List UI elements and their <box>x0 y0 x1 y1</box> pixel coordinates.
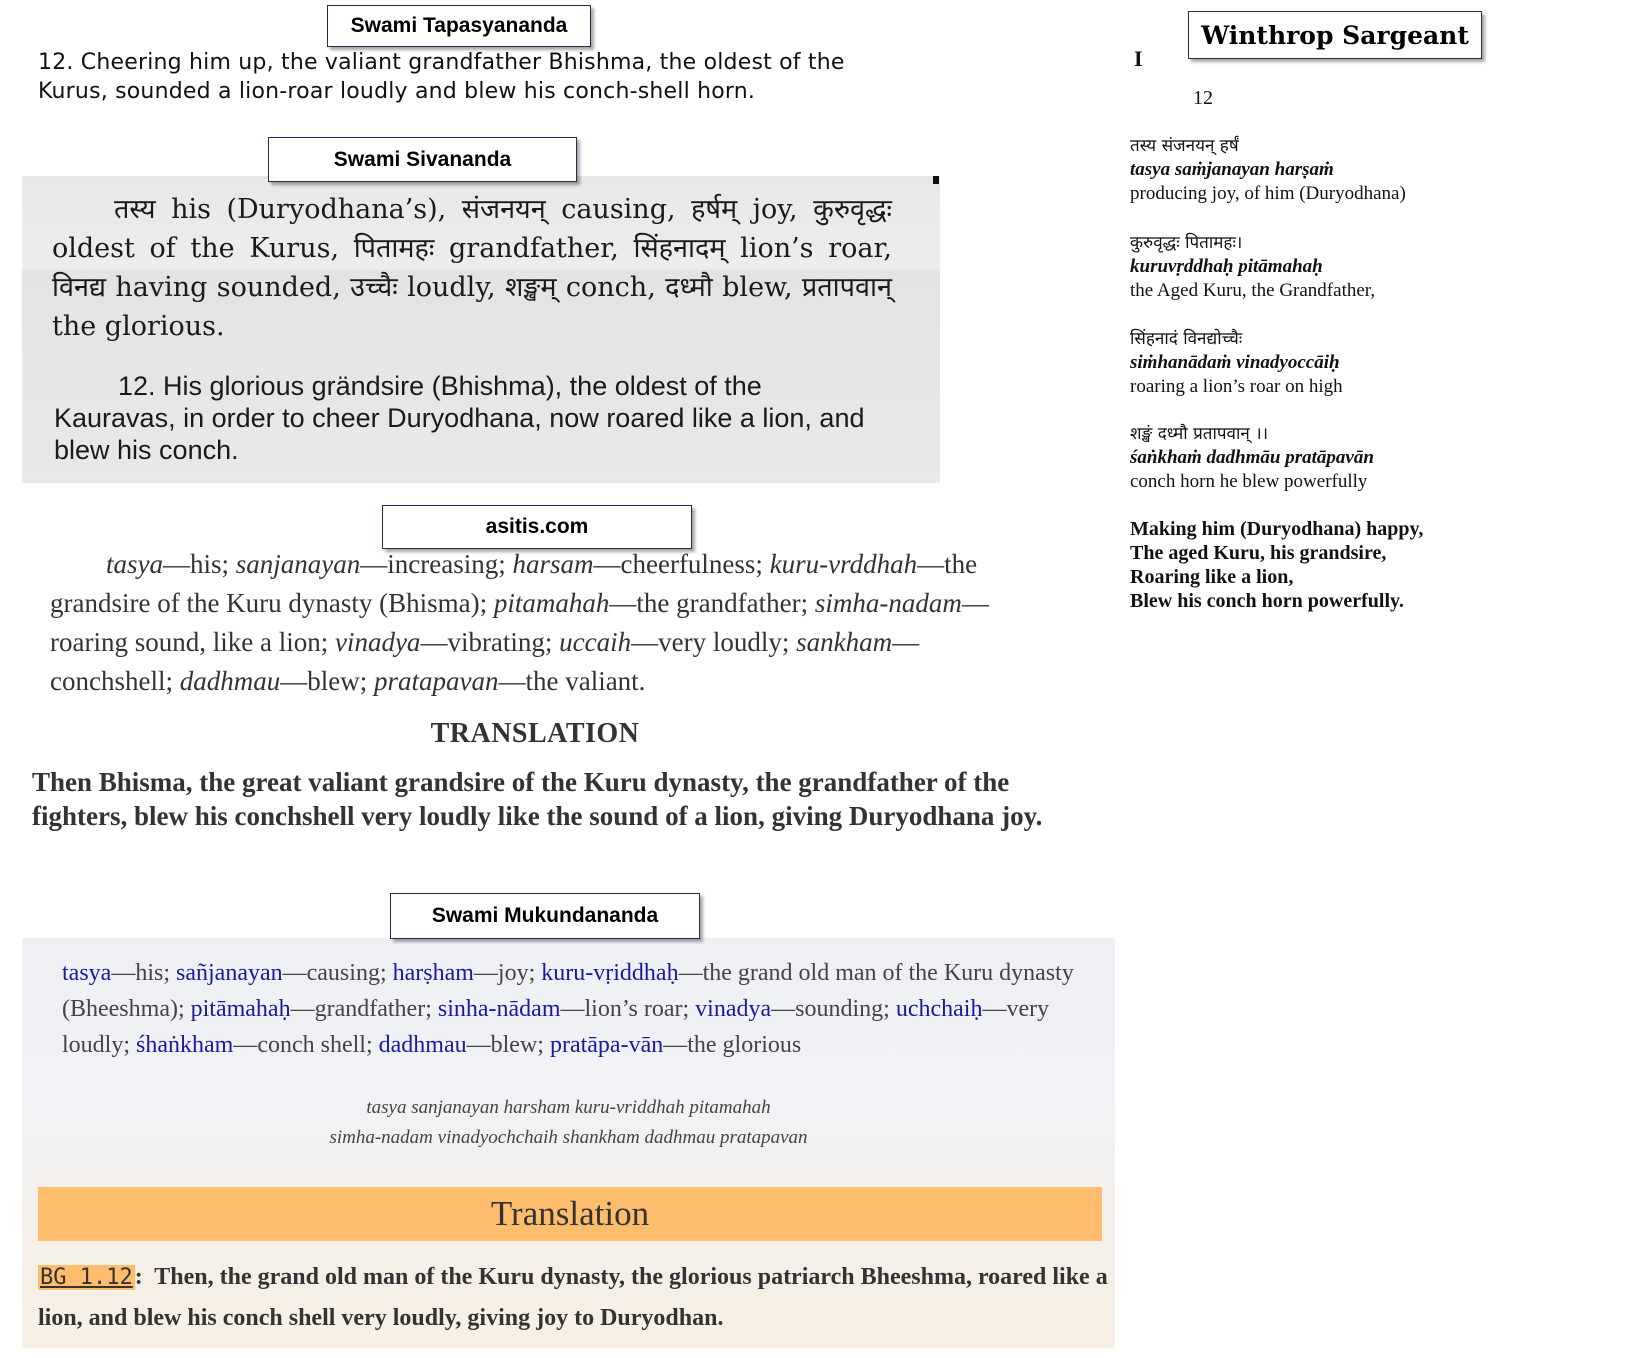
sivananda-word-term: हर्षम् <box>691 194 738 225</box>
mukundananda-word-gloss: —causing; <box>282 960 393 986</box>
asitis-word-term: simha-nadam <box>814 588 962 618</box>
sargeant-transliteration: śaṅkhaṁ dadhmāu pratāpavān <box>1130 447 1374 468</box>
asitis-word-gloss: —conchshell; <box>50 627 920 696</box>
mukundananda-verse <box>22 1093 1115 1153</box>
sivananda-word-term: विनद्य <box>52 272 106 303</box>
mukundananda-word-term[interactable]: pratāpa-vān <box>549 1032 664 1058</box>
sargeant-transliteration: kuruvṛddhaḥ pitāmahaḥ <box>1130 256 1323 277</box>
asitis-word-term: sankham <box>796 627 893 657</box>
sargeant-devanagari: सिंहनादं विनद्योच्चैः <box>1130 329 1243 349</box>
mukundananda-word-meanings <box>62 955 1082 1063</box>
sivananda-word-term: शङ्खम् <box>504 272 557 303</box>
sivananda-word-term: संजनयन् <box>461 194 546 225</box>
mukundananda-word-term[interactable]: tasya <box>62 960 112 986</box>
mukundananda-label: Swami Mukundananda <box>390 893 700 939</box>
mukundananda-translation-text: Then, the grand old man of the Kuru dynasty, the glorious patriarch Bheeshma, roared like a lion, and blew his conch shell very loudly, giving joy to Duryodhan. <box>38 1264 1108 1331</box>
sivananda-word-term: सिंहनादम् <box>633 233 726 264</box>
sivananda-translation: 12. His glorious grändsire (Bhishma), the oldest of the Kauravas, in order to cheer Duryodhana, now roared like a lion, and blew his conch. <box>54 371 865 465</box>
asitis-word-gloss: —his; <box>163 549 236 579</box>
tapasyananda-text: 12. Cheering him up, the valiant grandfather Bhishma, the oldest of the Kurus, sounded a lion-roar loudly and blew his conch-shell horn. <box>38 50 845 104</box>
mukundananda-translation-heading: Translation <box>38 1187 1102 1241</box>
sargeant-gloss: conch horn he blew powerfully <box>1130 471 1368 492</box>
mukundananda-word-term[interactable]: sinha-nādam <box>437 996 561 1022</box>
sargeant-verse-number: 12 <box>1193 87 1213 109</box>
sargeant-gloss: roaring a lion’s roar on high <box>1130 376 1343 397</box>
sargeant-translation-line: Making him (Duryodhana) happy, <box>1130 518 1424 540</box>
sargeant-devanagari: शङ्खं दध्मौ प्रतापवान् ।। <box>1130 424 1269 444</box>
sivananda-word-meanings <box>52 190 892 346</box>
sivananda-word-gloss: loudly, <box>397 272 505 303</box>
asitis-word-term: pratapavan <box>373 666 499 696</box>
sargeant-chapter: I <box>1134 46 1143 71</box>
asitis-label: asitis.com <box>382 505 692 549</box>
sivananda-word-gloss: lion’s roar, <box>725 233 892 264</box>
sivananda-word-term: प्रतापवान् <box>801 272 892 303</box>
sivananda-word-gloss: grandfather, <box>434 233 634 264</box>
asitis-word-gloss: —the grandfather; <box>609 588 815 618</box>
sivananda-word-term: दध्मौ <box>665 272 713 303</box>
mukundananda-word-gloss: —the grand old man of the Kuru dynasty (Bheeshma); <box>62 960 1074 1022</box>
sivananda-word-gloss: joy, <box>737 194 814 225</box>
asitis-word-term: vinadya <box>334 627 421 657</box>
sargeant-transliteration: tasya saṁjanayan harṣaṁ <box>1130 159 1334 180</box>
mukundananda-word-gloss: —lion’s roar; <box>560 996 696 1022</box>
tapasyananda-label: Swami Tapasyananda <box>327 5 591 47</box>
mukundananda-word-gloss: —conch shell; <box>233 1032 379 1058</box>
asitis-word-gloss: —increasing; <box>360 549 513 579</box>
sargeant-translation-line: The aged Kuru, his grandsire, <box>1130 542 1387 564</box>
sivananda-label: Swami Sivananda <box>268 137 577 182</box>
sargeant-gloss: the Aged Kuru, the Grandfather, <box>1130 280 1376 301</box>
sargeant-translation-line: Blew his conch horn powerfully. <box>1130 590 1404 612</box>
asitis-heading: TRANSLATION <box>430 718 640 749</box>
asitis-word-term: pitamahah <box>493 588 610 618</box>
sivananda-word-term: उच्चैः <box>350 272 398 303</box>
mukundananda-word-gloss: —his; <box>111 960 176 986</box>
verse-ref-link[interactable]: BG 1.12 <box>40 1265 133 1290</box>
mukundananda-word-gloss: —blew; <box>466 1032 550 1058</box>
sivananda-word-gloss: the glorious. <box>52 311 225 342</box>
mukundananda-word-term[interactable]: kuru-vṛiddhaḥ <box>541 960 679 986</box>
sargeant-devanagari: तस्य संजनयन् हर्षं <box>1130 136 1239 156</box>
verse-ref-sep: : <box>134 1264 143 1290</box>
asitis-word-gloss: —blew; <box>280 666 374 696</box>
asitis-word-term: kuru-vrddhah <box>769 549 918 579</box>
sargeant-translation <box>1130 517 1590 613</box>
mukundananda-word-gloss: —joy; <box>473 960 542 986</box>
mukundananda-word-term[interactable]: vinadya <box>695 996 772 1022</box>
sivananda-word-gloss: blew, <box>712 272 802 303</box>
sivananda-word-term: कुरुवृद्धः <box>813 194 892 225</box>
mukundananda-word-gloss: —the glorious <box>663 1032 802 1058</box>
asitis-translation: Then Bhisma, the great valiant grandsire of the Kuru dynasty, the grandfather of the fighters, blew his conchshell very loudly like the sound of a lion, giving Duryodhana joy. <box>32 767 1043 831</box>
asitis-word-gloss: —the grandsire of the Kuru dynasty (Bhisma); <box>50 549 978 618</box>
mukundananda-word-gloss: —sounding; <box>771 996 896 1022</box>
sargeant-label: Winthrop Sargeant <box>1188 11 1482 59</box>
sivananda-word-gloss: having sounded, <box>106 272 351 303</box>
asitis-word-term: tasya <box>106 549 163 579</box>
mukundananda-word-term[interactable]: sañjanayan <box>176 960 283 986</box>
asitis-word-gloss: —the valiant. <box>498 666 646 696</box>
sivananda-word-term: तस्य <box>114 194 156 225</box>
asitis-word-term: uccaih <box>559 627 632 657</box>
sargeant-group-3 <box>1130 327 1570 399</box>
sargeant-translation-line: Roaring like a lion, <box>1130 566 1294 588</box>
asitis-word-term: harsam <box>512 549 594 579</box>
sargeant-group-4 <box>1130 422 1570 494</box>
asitis-word-meanings <box>50 545 1010 701</box>
sargeant-group-2 <box>1130 231 1570 303</box>
asitis-word-term: sanjanayan <box>235 549 361 579</box>
sivananda-word-gloss: causing, <box>545 194 692 225</box>
mukundananda-word-term[interactable]: uchchaiḥ <box>895 996 983 1022</box>
mukundananda-word-term[interactable]: pitāmahaḥ <box>190 996 291 1022</box>
sargeant-gloss: producing joy, of him (Duryodhana) <box>1130 183 1406 204</box>
sargeant-group-1 <box>1130 134 1570 206</box>
sivananda-word-gloss: conch, <box>556 272 666 303</box>
asitis-word-gloss: —vibrating; <box>420 627 560 657</box>
verse-line-2: simha-nadam vinadyochchaih shankham dadhmau pratapavan <box>329 1127 808 1148</box>
mukundananda-word-term[interactable]: harṣham <box>392 960 474 986</box>
verse-line-1: tasya sanjanayan harsham kuru-vriddhah pitamahah <box>366 1097 771 1118</box>
sivananda-word-gloss: his (Duryodhana’s), <box>155 194 462 225</box>
asitis-word-gloss: —very loudly; <box>631 627 797 657</box>
sargeant-devanagari: कुरुवृद्धः पितामहः। <box>1130 233 1243 253</box>
asitis-word-gloss: —cheerfulness; <box>593 549 770 579</box>
mukundananda-word-gloss: —grandfather; <box>290 996 438 1022</box>
sivananda-word-gloss: oldest of the Kurus, <box>52 233 354 264</box>
mukundananda-word-gloss: —very loudly; <box>62 996 1050 1058</box>
asitis-word-gloss: —roaring sound, like a lion; <box>50 588 989 657</box>
mukundananda-word-term[interactable]: dadhmau <box>378 1032 467 1058</box>
asitis-word-term: dadhmau <box>179 666 281 696</box>
mukundananda-translation <box>38 1257 1108 1338</box>
mukundananda-word-term[interactable]: śhaṅkham <box>136 1032 234 1058</box>
sivananda-word-term: पितामहः <box>353 233 435 264</box>
sargeant-transliteration: siṁhanādaṁ vinadyoccāiḥ <box>1130 352 1340 373</box>
scan-mark <box>933 176 939 184</box>
